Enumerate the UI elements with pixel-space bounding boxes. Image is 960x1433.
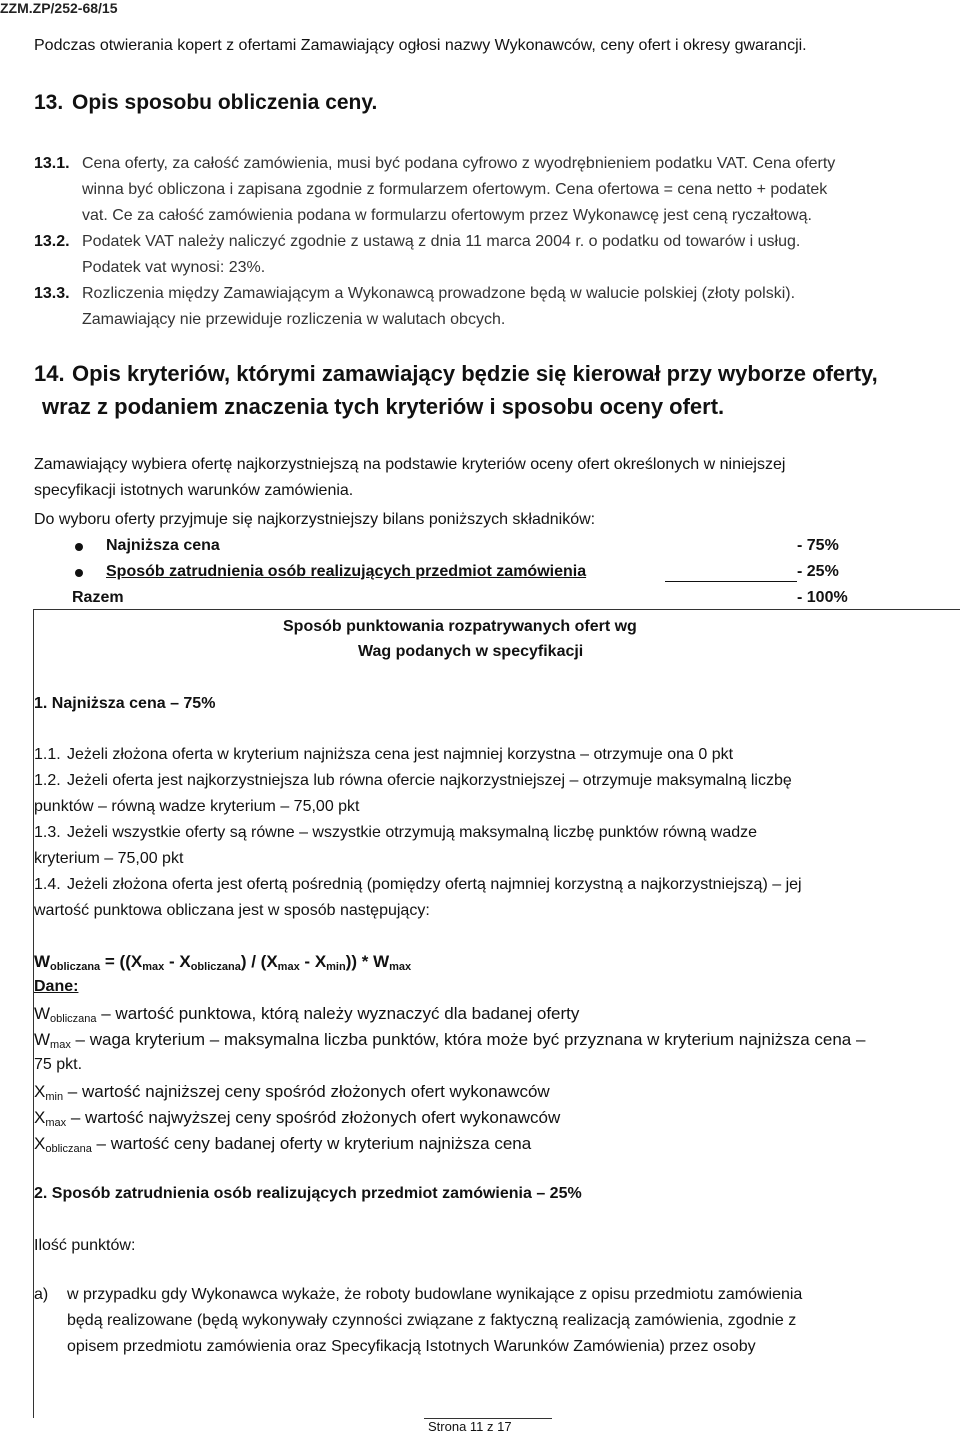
intro-paragraph: Podczas otwierania kopert z ofertami Zamawiający ogłosi nazwy Wykonawców, ceny ofert i okresy gwarancji. — [34, 37, 807, 54]
rule-1-3-number: 1.3. — [34, 824, 61, 841]
criteria-intro-line2: specyfikacji istotnych warunków zamówienia. — [34, 482, 354, 499]
points-label: Ilość punktów: — [34, 1237, 136, 1254]
criterion-1-heading: 1. Najniższa cena – 75% — [34, 695, 216, 712]
item-13-3-line2: Zamawiający nie przewiduje rozliczenia w walutach obcych. — [82, 311, 506, 328]
rule-1-3-line1: Jeżeli wszystkie oferty są równe – wszystkie otrzymują maksymalną liczbę punktów równą wadze — [67, 824, 758, 841]
rule-1-2-number: 1.2. — [34, 772, 61, 789]
total-value: - 100% — [797, 589, 848, 606]
item-13-1-line2: winna być obliczona i zapisana zgodnie z formularzem ofertowym. Cena ofertowa = cena netto + podatek — [82, 181, 828, 198]
rule-1-3-line2: kryterium – 75,00 pkt — [34, 850, 184, 867]
page-number: Strona 11 z 17 — [428, 1419, 512, 1433]
definition-x-max: $X_{max}$ – wartość najwyższej ceny spośród złożonych ofert wykonawców — [34, 1108, 561, 1129]
item-13-1-line1: Cena oferty, za całość zamówienia, musi być podana cyfrowo z wyodrębnieniem podatku VAT. Cena oferty — [82, 155, 836, 172]
document-reference: ZZM.ZP/252-68/15 — [0, 0, 118, 16]
item-13-2-line2: Podatek vat wynosi: 23%. — [82, 259, 266, 276]
item-a-line3: opisem przedmiotu zamówienia oraz Specyfikacją Istotnych Warunków Zamówienia) przez osoby — [67, 1338, 756, 1355]
item-13-3-line1: Rozliczenia między Zamawiającym a Wykonawcą prowadzone będą w walucie polskiej (złoty polski). — [82, 285, 796, 302]
section-13-title: Opis sposobu obliczenia ceny. — [72, 91, 378, 114]
definition-x-min: $X_{min}$ – wartość najniższej ceny spośród złożonych ofert wykonawców — [34, 1082, 550, 1103]
bullet-icon — [75, 569, 83, 577]
criterion-1-label: Najniższa cena — [106, 537, 220, 554]
rule-1-1-number: 1.1. — [34, 746, 61, 763]
section-14-title-line2: wraz z podaniem znaczenia tych kryteriów i sposobu oceny ofert. — [42, 394, 725, 419]
rule-1-2-line2: punktów – równą wadze kryterium – 75,00 pkt — [34, 798, 360, 815]
total-label: Razem — [72, 589, 124, 606]
item-a-line2: będą realizowane (będą wykonywały czynności związane z faktyczną realizacją zamówienia, zgodnie z — [67, 1312, 797, 1329]
rule-1-1-text: Jeżeli złożona oferta w kryterium najniższa cena jest najmniej korzystna – otrzymuje ona 0 pkt — [67, 746, 734, 763]
criterion-2-weight: - 25% — [797, 563, 839, 580]
definition-w-max-line2: 75 pkt. — [34, 1056, 83, 1073]
item-13-1-line3: vat. Ce za całość zamówienia podana w formularzu ofertowym przez Wykonawcę jest ceną ryczałtową. — [82, 207, 812, 224]
definition-w-max: $W_{max}$ – waga kryterium – maksymalna liczba punktów, która może być przyznana w kryterium najniższa cena – — [34, 1030, 866, 1051]
item-13-1-number: 13.1. — [34, 155, 70, 172]
given-data-label: Dane: — [34, 978, 79, 995]
scoring-box-top-border — [33, 609, 960, 610]
item-13-2-number: 13.2. — [34, 233, 70, 250]
item-13-2-line1: Podatek VAT należy naliczyć zgodnie z ustawą z dnia 11 marca 2004 r. o podatku od towarów i usług. — [82, 233, 801, 250]
rule-1-2-line1: Jeżeli oferta jest najkorzystniejsza lub równa ofercie najkorzystniejszej – otrzymuje maksymalną liczbę — [67, 772, 792, 789]
scoring-title-line1: Sposób punktowania rozpatrywanych ofert wg — [283, 618, 637, 635]
item-13-3-number: 13.3. — [34, 285, 70, 302]
section-13-number: 13. — [34, 91, 64, 114]
criterion-2-heading: 2. Sposób zatrudnienia osób realizujących przedmiot zamówienia – 25% — [34, 1185, 582, 1202]
section-14-title-line1: Opis kryteriów, którymi zamawiający będzie się kierował przy wyborze oferty, — [72, 361, 878, 386]
item-a-line1: w przypadku gdy Wykonawca wykaże, że roboty budowlane wynikające z opisu przedmiotu zamówienia — [67, 1286, 803, 1303]
criterion-2-label: Sposób zatrudnienia osób realizujących przedmiot zamówienia — [106, 563, 587, 580]
scoring-title-line2: Wag podanych w specyfikacji — [358, 643, 584, 660]
criteria-balance-text: Do wyboru oferty przyjmuje się najkorzystniejszy bilans poniższych składników: — [34, 511, 596, 528]
criterion-1-weight: - 75% — [797, 537, 839, 554]
bullet-icon — [75, 543, 83, 551]
section-14-number: 14. — [34, 361, 65, 386]
definition-x-obliczana: $X_{obliczana}$ – wartość ceny badanej oferty w kryterium najniższa cena — [34, 1134, 532, 1155]
score-formula: $W_{obliczana} = ((X_{max} - X_{obliczana}) / (X_{max} - X_{min})) * W_{max}$ — [34, 952, 412, 973]
rule-1-4-line2: wartość punktowa obliczana jest w sposób następujący: — [34, 902, 430, 919]
criterion-2-underline — [665, 581, 797, 582]
criteria-intro-line1: Zamawiający wybiera ofertę najkorzystniejszą na podstawie kryteriów oceny ofert określonych w niniejszej — [34, 456, 786, 473]
rule-1-4-number: 1.4. — [34, 876, 61, 893]
rule-1-4-line1: Jeżeli złożona oferta jest ofertą pośrednią (pomiędzy ofertą najmniej korzystną a najkorzystniejszą) – jej — [67, 876, 802, 893]
item-a-label: a) — [34, 1286, 49, 1303]
definition-w-obliczana: $W_{obliczana}$ – wartość punktowa, którą należy wyznaczyć dla badanej oferty — [34, 1004, 580, 1025]
